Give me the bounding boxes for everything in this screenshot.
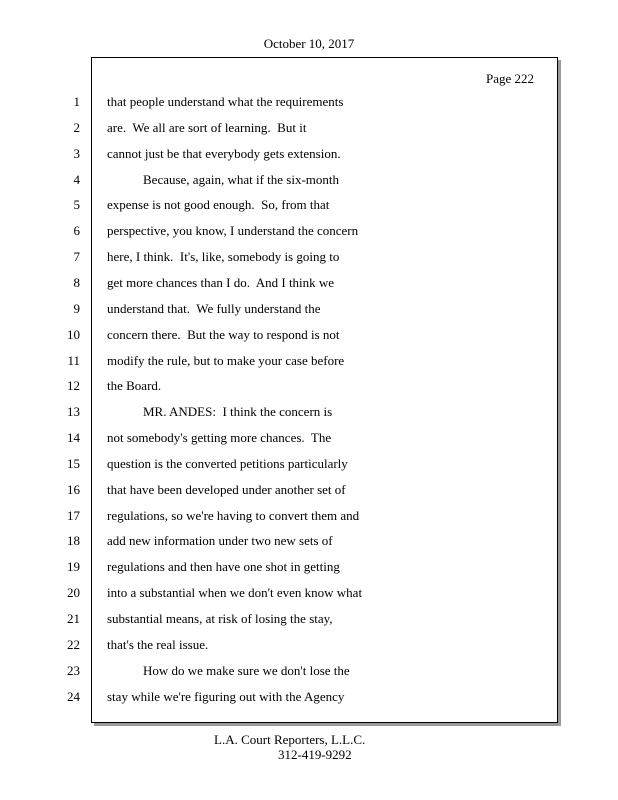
transcript-line: the Board.	[107, 378, 162, 393]
line-number: 22	[67, 637, 80, 652]
line-number: 1	[73, 94, 80, 109]
line-number: 21	[67, 611, 80, 626]
line-number: 11	[67, 353, 80, 368]
reporter-phone: 312-419-9292	[278, 747, 352, 762]
line-number: 16	[67, 482, 80, 497]
line-number: 24	[67, 689, 80, 704]
line-number: 10	[67, 327, 80, 342]
line-number: 4	[73, 172, 80, 187]
transcript-line: into a substantial when we don't even know what	[107, 585, 363, 600]
transcript-line: not somebody's getting more chances. The	[107, 430, 332, 445]
transcript-line: regulations, so we're having to convert them and	[107, 508, 360, 523]
transcript-date: October 10, 2017	[263, 36, 355, 51]
transcript-line: question is the converted petitions particularly	[107, 456, 348, 471]
transcript-line: substantial means, at risk of losing the stay,	[107, 611, 333, 626]
line-number: 2	[73, 120, 80, 135]
line-number: 17	[67, 508, 80, 523]
line-number: 12	[67, 378, 80, 393]
transcript-line: that have been developed under another set of	[107, 482, 346, 497]
transcript-line: understand that. We fully understand the	[107, 301, 321, 316]
transcript-line: that's the real issue.	[107, 637, 209, 652]
line-number: 13	[67, 404, 80, 419]
line-number: 8	[73, 275, 80, 290]
transcript-line: How do we make sure we don't lose the	[143, 663, 350, 678]
transcript-line: MR. ANDES: I think the concern is	[143, 404, 333, 419]
transcript-line: expense is not good enough. So, from that	[107, 197, 330, 212]
line-number: 19	[67, 559, 80, 574]
line-number: 20	[67, 585, 80, 600]
transcript-line: concern there. But the way to respond is not	[107, 327, 340, 342]
transcript-line: modify the rule, but to make your case before	[107, 353, 345, 368]
transcript-line: that people understand what the requirements	[107, 94, 344, 109]
line-number: 23	[67, 663, 80, 678]
transcript-line: cannot just be that everybody gets extension.	[107, 146, 341, 161]
line-number: 9	[73, 301, 80, 316]
line-number: 14	[67, 430, 80, 445]
transcript-line: perspective, you know, I understand the concern	[107, 223, 359, 238]
line-number: 6	[73, 223, 80, 238]
transcript-line: here, I think. It's, like, somebody is going to	[107, 249, 340, 264]
line-number: 7	[73, 249, 80, 264]
line-number: 15	[67, 456, 80, 471]
page-number: Page 222	[485, 71, 534, 86]
line-number: 3	[73, 146, 80, 161]
transcript-line: stay while we're figuring out with the Agency	[107, 689, 345, 704]
transcript-line: are. We all are sort of learning. But it	[107, 120, 307, 135]
line-number: 18	[67, 533, 80, 548]
transcript-line: get more chances than I do. And I think we	[107, 275, 335, 290]
transcript-line: regulations and then have one shot in getting	[107, 559, 340, 574]
transcript-line: add new information under two new sets of	[107, 533, 333, 548]
reporter-company: L.A. Court Reporters, L.L.C.	[214, 732, 366, 747]
line-number: 5	[73, 197, 80, 212]
transcript-line: Because, again, what if the six-month	[143, 172, 340, 187]
